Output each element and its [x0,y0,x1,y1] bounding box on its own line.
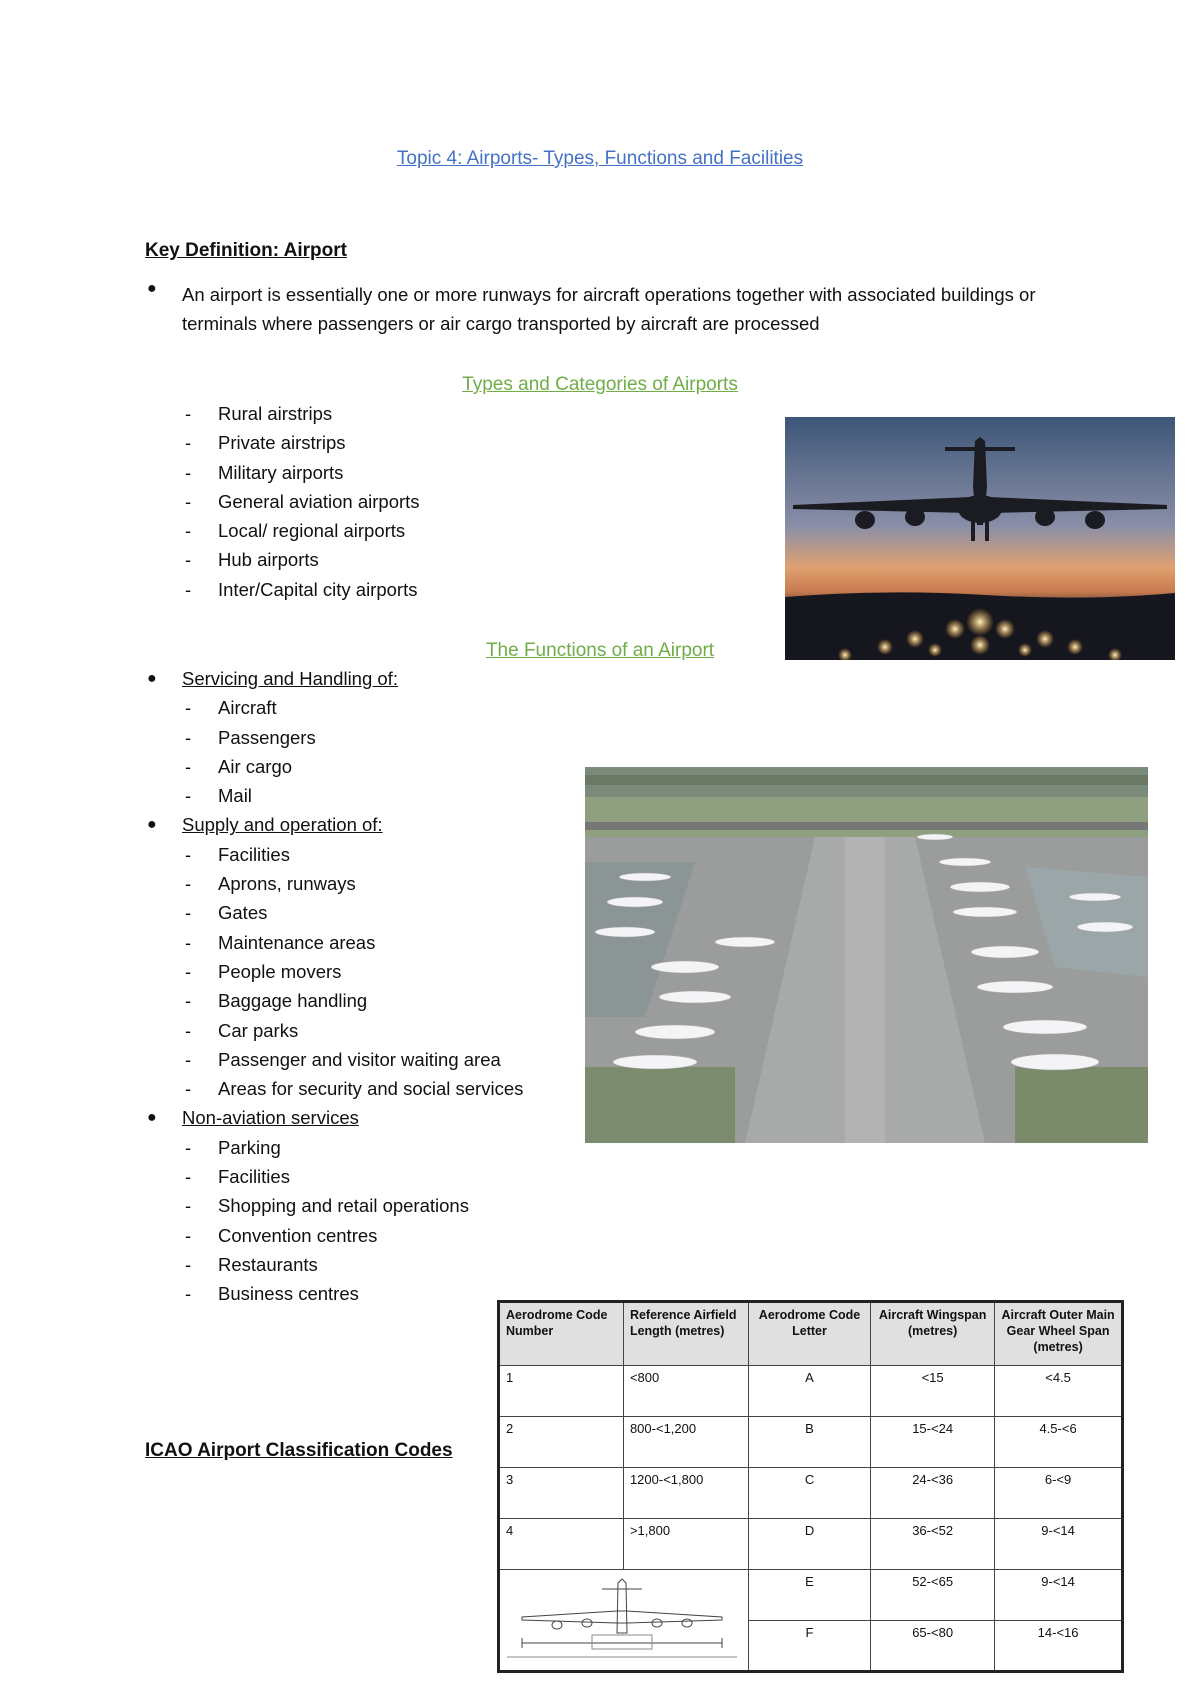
table-cell: 52-<65 [871,1570,995,1621]
table-row [499,1519,1123,1570]
column-header: Aerodrome Code Letter [748,1302,870,1366]
table-cell: E [748,1570,870,1621]
table-cell: 3 [499,1468,624,1519]
list-item: - Business centres [145,1279,705,1308]
table-cell: 1 [499,1366,624,1417]
table-header-row [499,1302,1123,1366]
table-row [499,1366,1123,1417]
types-heading: Types and Categories of Airports [462,374,738,395]
table-cell: 36-<52 [871,1519,995,1570]
table-cell: 6-<9 [995,1468,1123,1519]
table-row [499,1468,1123,1519]
airport-aerial-photo [585,767,1148,1143]
list-item: - Convention centres [145,1221,705,1250]
definition-heading: Key Definition: Airport [145,240,347,261]
table-cell: 4 [499,1519,624,1570]
table-row [499,1570,1123,1621]
function-group-label: ● Non-aviation services [145,1103,705,1132]
list-item: - Shopping and retail operations [145,1191,705,1220]
column-header: Aircraft Outer Main Gear Wheel Span (metres) [995,1302,1123,1366]
table-cell: <15 [871,1366,995,1417]
plane-landing-photo [785,417,1175,660]
table-cell: 15-<24 [871,1417,995,1468]
list-item: - Inter/Capital city airports [145,575,705,604]
list-item: - Military airports [145,458,705,487]
list-item: - Car parks [145,1016,705,1045]
list-item: - Parking [145,1133,705,1162]
list-item: - Facilities [145,1162,705,1191]
page-title: Topic 4: Airports- Types, Functions and Facilities [396,148,804,169]
bullet-dot: ● [147,816,157,834]
definition-bullet [145,280,1045,338]
list-item: - Local/ regional airports [145,516,705,545]
list-item: - Baggage handling [145,986,705,1015]
bullet-dot: ● [147,1109,157,1127]
list-item: - Areas for security and social services [145,1074,705,1103]
table-cell: 1200-<1,800 [623,1468,748,1519]
table-cell: C [748,1468,870,1519]
table-row [499,1417,1123,1468]
definition-text: An airport is essentially one or more runways for aircraft operations together with associated buildings or terminals where passengers or air cargo transported by aircraft are processed [182,284,1036,334]
list-item: - Aprons, runways [145,869,705,898]
function-group-label: ● Supply and operation of: [145,810,705,839]
table-cell: <800 [623,1366,748,1417]
list-item: - Air cargo [145,752,705,781]
list-item: - Restaurants [145,1250,705,1279]
table-cell: 24-<36 [871,1468,995,1519]
aircraft-diagram [499,1570,749,1672]
bullet-dot: ● [147,670,157,687]
types-list [145,399,705,604]
table-cell: 65-<80 [871,1621,995,1672]
list-item: - Mail [145,781,705,810]
table-cell: 4.5-<6 [995,1417,1123,1468]
bullet-dot: ● [147,280,157,297]
list-item: - Facilities [145,840,705,869]
table-cell: >1,800 [623,1519,748,1570]
list-item: - General aviation airports [145,487,705,516]
list-item: - Hub airports [145,545,705,574]
list-item: - Aircraft [145,693,705,722]
table-cell: A [748,1366,870,1417]
table-cell: 2 [499,1417,624,1468]
icao-table-wrapper [497,1300,1124,1673]
list-item: - Rural airstrips [145,399,705,428]
column-header: Aircraft Wingspan (metres) [871,1302,995,1366]
function-group-label: ● Servicing and Handling of: [145,664,705,693]
icao-heading: ICAO Airport Classification Codes [145,1440,453,1461]
table-cell: F [748,1621,870,1672]
column-header: Aerodrome Code Number [499,1302,624,1366]
table-cell: 14-<16 [995,1621,1123,1672]
list-item: - Passengers [145,723,705,752]
column-header: Reference Airfield Length (metres) [623,1302,748,1366]
list-item: - Private airstrips [145,428,705,457]
icao-table [497,1300,1124,1673]
table-cell: B [748,1417,870,1468]
table-cell: <4.5 [995,1366,1123,1417]
list-item: - Maintenance areas [145,928,705,957]
table-cell: 9-<14 [995,1570,1123,1621]
table-cell: 800-<1,200 [623,1417,748,1468]
table-cell: D [748,1519,870,1570]
table-cell: 9-<14 [995,1519,1123,1570]
list-item: - Gates [145,898,705,927]
functions-heading: The Functions of an Airport [485,640,715,661]
list-item: - People movers [145,957,705,986]
list-item: - Passenger and visitor waiting area [145,1045,705,1074]
